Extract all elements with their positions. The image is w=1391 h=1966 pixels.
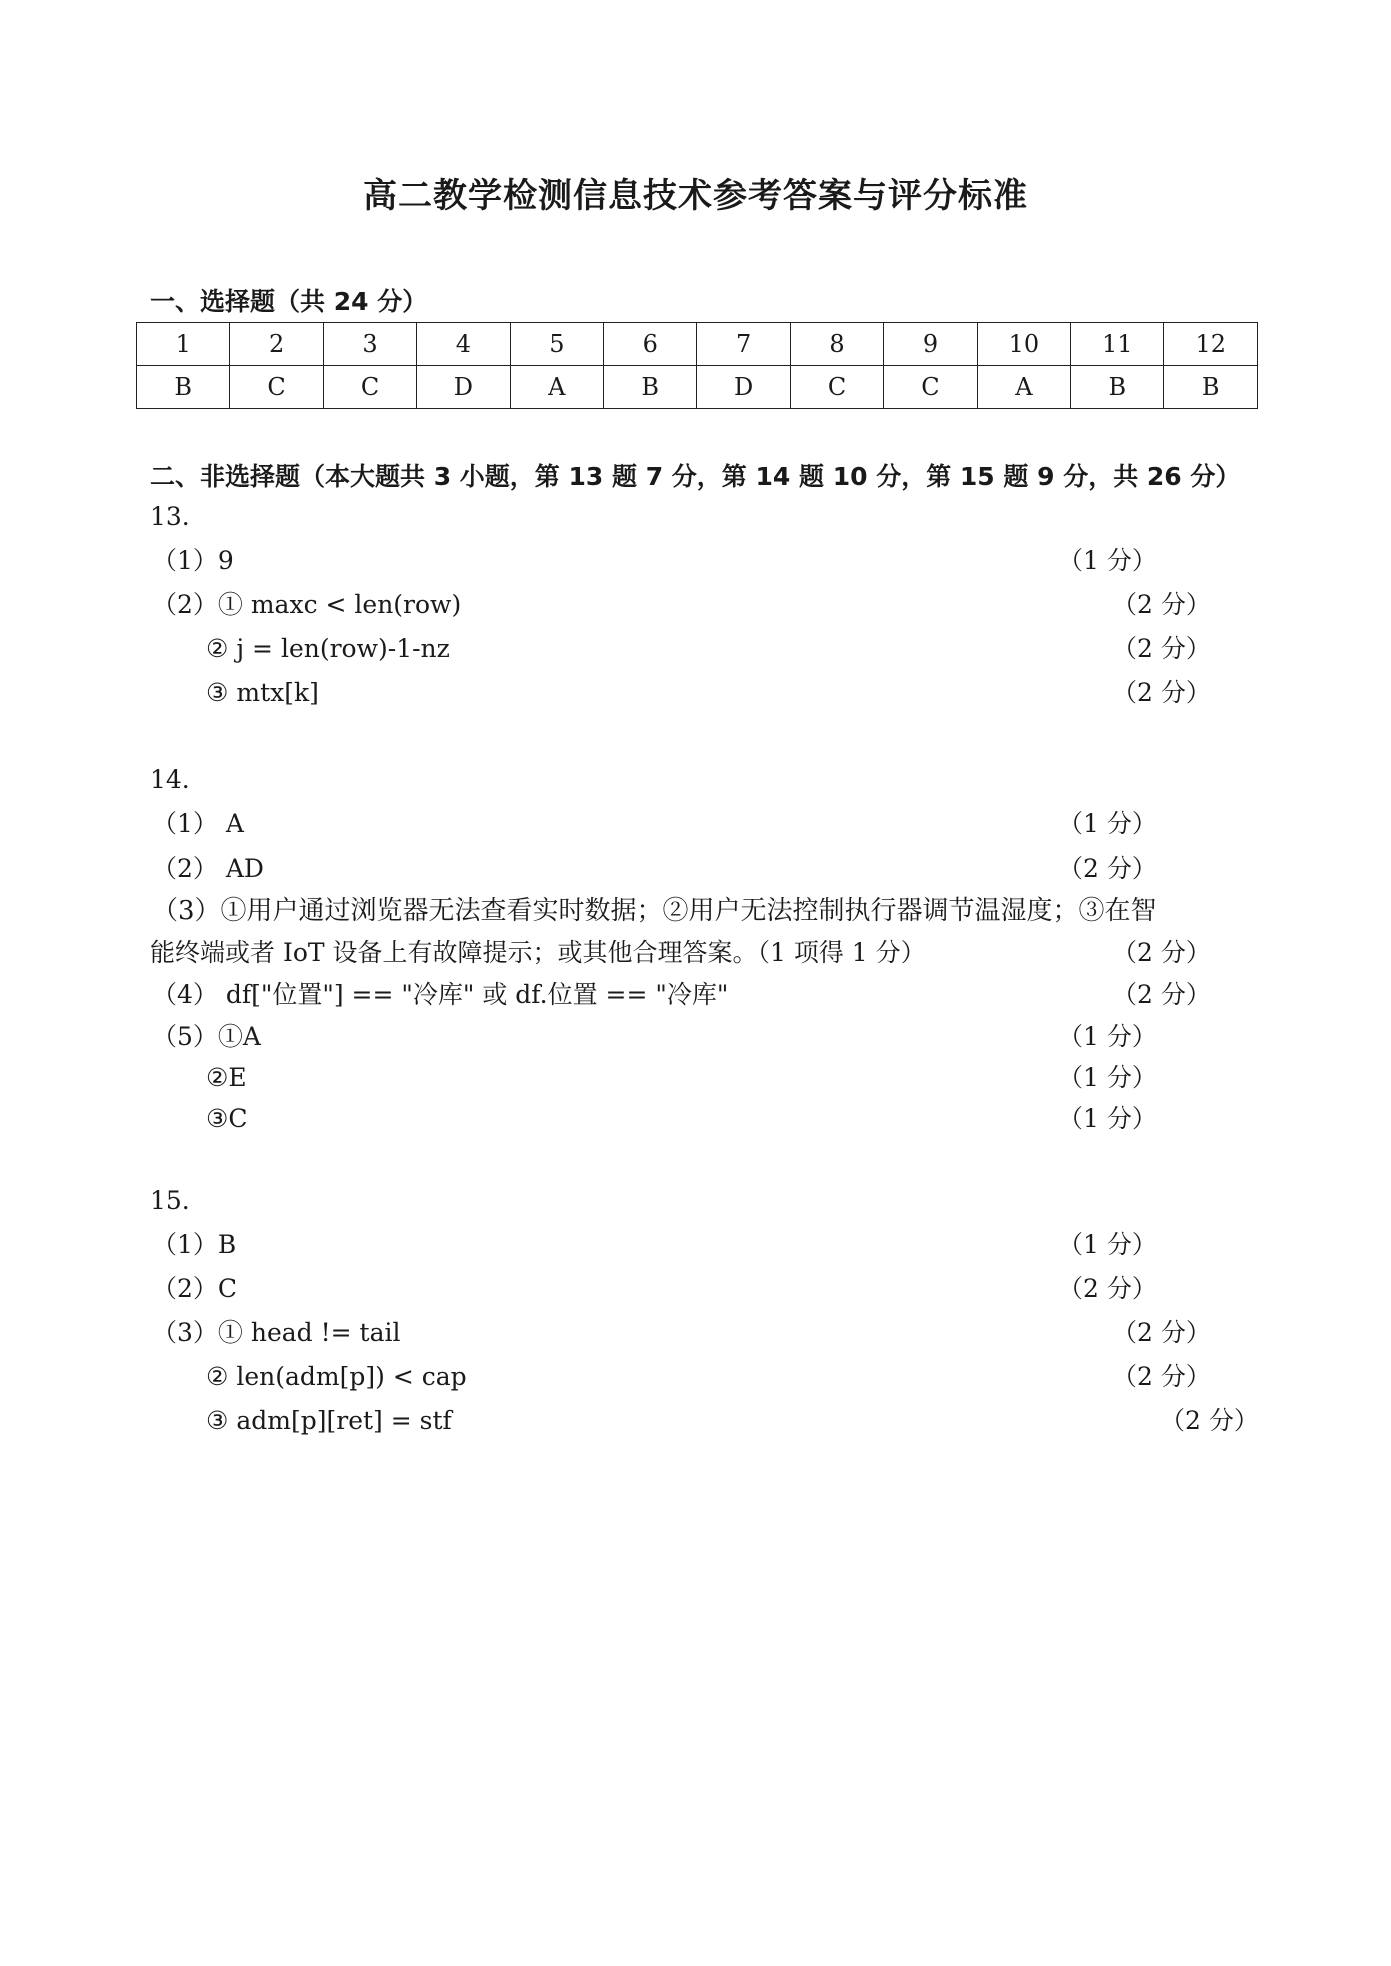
answer-line: （2）C <box>152 1274 238 1303</box>
answer-cell: B <box>137 366 230 409</box>
answer-line: ③C <box>206 1104 248 1133</box>
question-number: 2 <box>230 323 323 366</box>
score-label: （2 分） <box>1058 1274 1157 1303</box>
score-label: （1 分） <box>1058 1230 1157 1259</box>
answer-line: （3）①用户通过浏览器无法查看实时数据；②用户无法控制执行器调节温湿度；③在智 <box>152 896 1157 926</box>
score-label: （1 分） <box>1058 809 1157 838</box>
question-number: 5 <box>510 323 603 366</box>
question-label-13: 13. <box>150 502 190 531</box>
score-label: （2 分） <box>1058 854 1157 883</box>
answer-cell: C <box>323 366 416 409</box>
answer-table <box>136 322 1258 409</box>
answer-line: ② len(adm[p]) < cap <box>206 1362 467 1391</box>
question-number: 10 <box>977 323 1070 366</box>
question-number: 11 <box>1071 323 1164 366</box>
section-heading-nonchoice: 二、非选择题（本大题共 3 小题，第 13 题 7 分，第 14 题 10 分，第 15 题 9 分，共 26 分） <box>150 462 1241 491</box>
section-heading-choice: 一、选择题（共 24 分） <box>150 287 428 316</box>
answer-line: ③ adm[p][ret] = stf <box>206 1406 452 1435</box>
score-label: （2 分） <box>1160 1406 1259 1435</box>
answer-cell: A <box>977 366 1070 409</box>
answer-row <box>137 366 1258 409</box>
answer-line: （1）9 <box>152 546 234 575</box>
answer-cell: C <box>884 366 977 409</box>
score-label: （1 分） <box>1058 546 1157 575</box>
question-label-15: 15. <box>150 1186 190 1215</box>
answer-cell: C <box>790 366 883 409</box>
score-label: （1 分） <box>1058 1104 1157 1133</box>
question-label-14: 14. <box>150 765 190 794</box>
score-label: （2 分） <box>1112 938 1211 967</box>
score-label: （1 分） <box>1058 1063 1157 1092</box>
answer-cell: C <box>230 366 323 409</box>
answer-line: （1）B <box>152 1230 237 1259</box>
question-number: 12 <box>1164 323 1258 366</box>
answer-line: ② j = len(row)-1-nz <box>206 634 450 663</box>
answer-cell: B <box>1164 366 1258 409</box>
question-number-row <box>137 323 1258 366</box>
score-label: （2 分） <box>1112 1318 1211 1347</box>
score-label: （2 分） <box>1112 634 1211 663</box>
answer-cell: D <box>417 366 510 409</box>
answer-cell: D <box>697 366 790 409</box>
question-number: 1 <box>137 323 230 366</box>
question-number: 4 <box>417 323 510 366</box>
question-number: 9 <box>884 323 977 366</box>
answer-line: （1） A <box>152 809 244 838</box>
question-number: 6 <box>604 323 697 366</box>
answer-cell: B <box>1071 366 1164 409</box>
answer-cell: A <box>510 366 603 409</box>
answer-line: （2）① maxc < len(row) <box>152 590 462 619</box>
page-title: 高二教学检测信息技术参考答案与评分标准 <box>363 176 1028 216</box>
question-number: 8 <box>790 323 883 366</box>
answer-line: ③ mtx[k] <box>206 678 319 707</box>
answer-line: ②E <box>206 1063 247 1092</box>
score-label: （2 分） <box>1112 1362 1211 1391</box>
question-number: 7 <box>697 323 790 366</box>
question-number: 3 <box>323 323 416 366</box>
answer-cell: B <box>604 366 697 409</box>
answer-line: （5）①A <box>152 1022 261 1051</box>
score-label: （1 分） <box>1058 1022 1157 1051</box>
score-label: （2 分） <box>1112 980 1211 1009</box>
score-label: （2 分） <box>1112 590 1211 619</box>
answer-line: （4） df["位置"] == "冷库" 或 df.位置 == "冷库" <box>152 980 729 1009</box>
score-label: （2 分） <box>1112 678 1211 707</box>
answer-line: 能终端或者 IoT 设备上有故障提示；或其他合理答案。（1 项得 1 分） <box>150 938 926 967</box>
answer-line: （3）① head != tail <box>152 1318 401 1347</box>
answer-line: （2） AD <box>152 854 264 883</box>
